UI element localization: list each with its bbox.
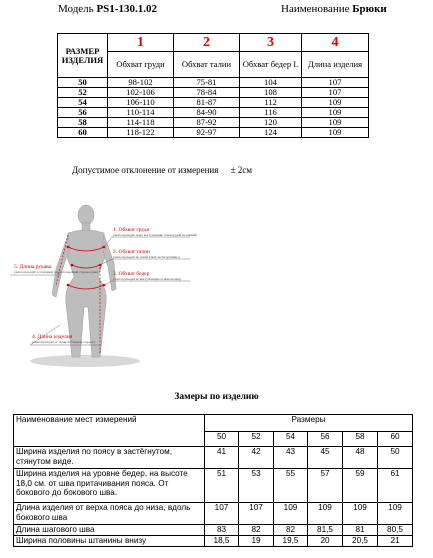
size-label: 58	[343, 432, 378, 447]
value-cell: 107	[302, 78, 369, 88]
tolerance-text: Допустимое отклонение от измерения	[72, 165, 219, 175]
column-label: Обхват груди	[108, 52, 174, 78]
label-chest-title: 1. Обхват груди	[113, 227, 150, 233]
value-cell: 109	[302, 98, 369, 108]
value-cell: 87-92	[174, 118, 240, 128]
size-cell: 60	[58, 128, 108, 138]
measure-value: 51	[205, 469, 239, 503]
size-cell: 56	[58, 108, 108, 118]
measure-value: 109	[274, 503, 308, 525]
label-waist-note: (лента проходит по самой узкой части туловища)	[113, 255, 180, 259]
column-number: 4	[302, 34, 369, 52]
value-cell: 118-122	[108, 128, 174, 138]
size-label: 52	[239, 432, 274, 447]
label-waist-title: 2. Обхват талии	[113, 249, 151, 255]
model-prefix: Модель	[58, 3, 94, 15]
measure-value: 45	[308, 447, 343, 469]
measure-value: 109	[378, 503, 413, 525]
measure-value: 50	[378, 447, 413, 469]
measure-value: 80,5	[378, 525, 413, 536]
measure-value: 55	[274, 469, 308, 503]
value-cell: 110-114	[108, 108, 174, 118]
body-measurement-figure	[0, 185, 433, 370]
value-cell: 124	[240, 128, 302, 138]
column-label: Длина изделия	[302, 52, 369, 78]
measure-name: Длина шагового шва	[14, 525, 205, 536]
table-row	[58, 78, 369, 88]
measure-value: 83	[205, 525, 239, 536]
label-chest-note: (лента проходит через выступающие точки грудей по прямой)	[113, 233, 198, 237]
measure-value: 107	[239, 503, 274, 525]
measure-value: 19,5	[274, 536, 308, 547]
table-row	[58, 118, 369, 128]
value-cell: 78-84	[174, 88, 240, 98]
table-row	[58, 88, 369, 98]
label-length-note: (лента проходит от талии по боковой стороне)	[32, 340, 95, 344]
measure-name: Ширина половины штанины внизу	[14, 536, 205, 547]
column-number: 3	[240, 34, 302, 52]
measure-value: 81	[343, 525, 378, 536]
size-label: 54	[274, 432, 308, 447]
value-cell: 107	[302, 88, 369, 98]
value-cell: 108	[240, 88, 302, 98]
measure-value: 61	[378, 469, 413, 503]
column-number: 1	[108, 34, 174, 52]
label-hips-title: 3. Обхват бедер	[113, 271, 150, 277]
value-cell: 104	[240, 78, 302, 88]
label-sleeve-note: (лента проходит от плечевой точки по внешней стороне руки)	[14, 270, 98, 274]
measure-value: 57	[308, 469, 343, 503]
model-header	[58, 3, 157, 15]
product-name-header	[281, 3, 387, 15]
size-cell: 54	[58, 98, 108, 108]
sizes-header: Размеры	[205, 415, 413, 432]
tolerance-note	[72, 165, 252, 175]
value-cell: 92-97	[174, 128, 240, 138]
measure-value: 43	[274, 447, 308, 469]
size-cell: 52	[58, 88, 108, 98]
value-cell: 98-102	[108, 78, 174, 88]
size-label: 60	[378, 432, 413, 447]
measure-value: 42	[239, 447, 274, 469]
table-row	[14, 503, 413, 525]
value-cell: 106-110	[108, 98, 174, 108]
measure-value: 18,5	[205, 536, 239, 547]
measure-value: 19	[239, 536, 274, 547]
table-row	[58, 98, 369, 108]
model-code: PS1-130.1.02	[96, 3, 157, 15]
measure-value: 59	[343, 469, 378, 503]
measure-value: 81,5	[308, 525, 343, 536]
size-chart-table	[57, 33, 369, 138]
value-cell: 109	[302, 118, 369, 128]
value-cell: 102-106	[108, 88, 174, 98]
value-cell: 120	[240, 118, 302, 128]
value-cell: 114-118	[108, 118, 174, 128]
value-cell: 109	[302, 128, 369, 138]
value-cell: 112	[240, 98, 302, 108]
value-cell: 75-81	[174, 78, 240, 88]
size-header: РАЗМЕР ИЗДЕЛИЯ	[58, 34, 108, 78]
column-label: Обхват талии	[174, 52, 240, 78]
table-row	[14, 525, 413, 536]
value-cell: 109	[302, 108, 369, 118]
measures-table	[13, 414, 413, 547]
measure-value: 20,5	[343, 536, 378, 547]
table-row	[14, 447, 413, 469]
name-header: Наименование мест измерений	[14, 415, 205, 447]
measure-value: 109	[308, 503, 343, 525]
size-label: 50	[205, 432, 239, 447]
name-prefix: Наименование	[281, 3, 350, 15]
measure-value: 41	[205, 447, 239, 469]
measure-name: Ширина изделия на уровне бедер, на высоте 18,0 см. от шва притачивания пояса. От бокового до бокового шва.	[14, 469, 205, 503]
column-number: 2	[174, 34, 240, 52]
measure-name: Длина изделия от верха пояса до низа, вдоль бокового шва	[14, 503, 205, 525]
size-cell: 50	[58, 78, 108, 88]
measure-value: 53	[239, 469, 274, 503]
label-hips-note: (лента проходит по выступающим точкам ягодиц)	[113, 277, 181, 281]
value-cell: 84-90	[174, 108, 240, 118]
measure-name: Ширина изделия по поясу в застёгнутом, стянутом виде.	[14, 447, 205, 469]
value-cell: 81-87	[174, 98, 240, 108]
measure-value: 82	[274, 525, 308, 536]
floor-shadow	[30, 355, 140, 367]
table-row	[58, 108, 369, 118]
label-sleeve-title: 5. Длина рукава	[14, 264, 52, 270]
size-label: 56	[308, 432, 343, 447]
measure-value: 109	[343, 503, 378, 525]
measure-value: 20	[308, 536, 343, 547]
measure-value: 82	[239, 525, 274, 536]
label-length-title: 4. Длина изделия	[32, 334, 73, 340]
table-row	[14, 469, 413, 503]
table-row	[14, 536, 413, 547]
measures-table-title: Замеры по изделию	[174, 392, 259, 402]
measure-value: 48	[343, 447, 378, 469]
tolerance-value: ± 2см	[230, 165, 253, 175]
table-row	[58, 128, 369, 138]
column-label: Обхват бедер I.	[240, 52, 302, 78]
measure-value: 21	[378, 536, 413, 547]
measure-value: 107	[205, 503, 239, 525]
size-cell: 58	[58, 118, 108, 128]
product-name: Брюки	[352, 3, 387, 15]
value-cell: 116	[240, 108, 302, 118]
